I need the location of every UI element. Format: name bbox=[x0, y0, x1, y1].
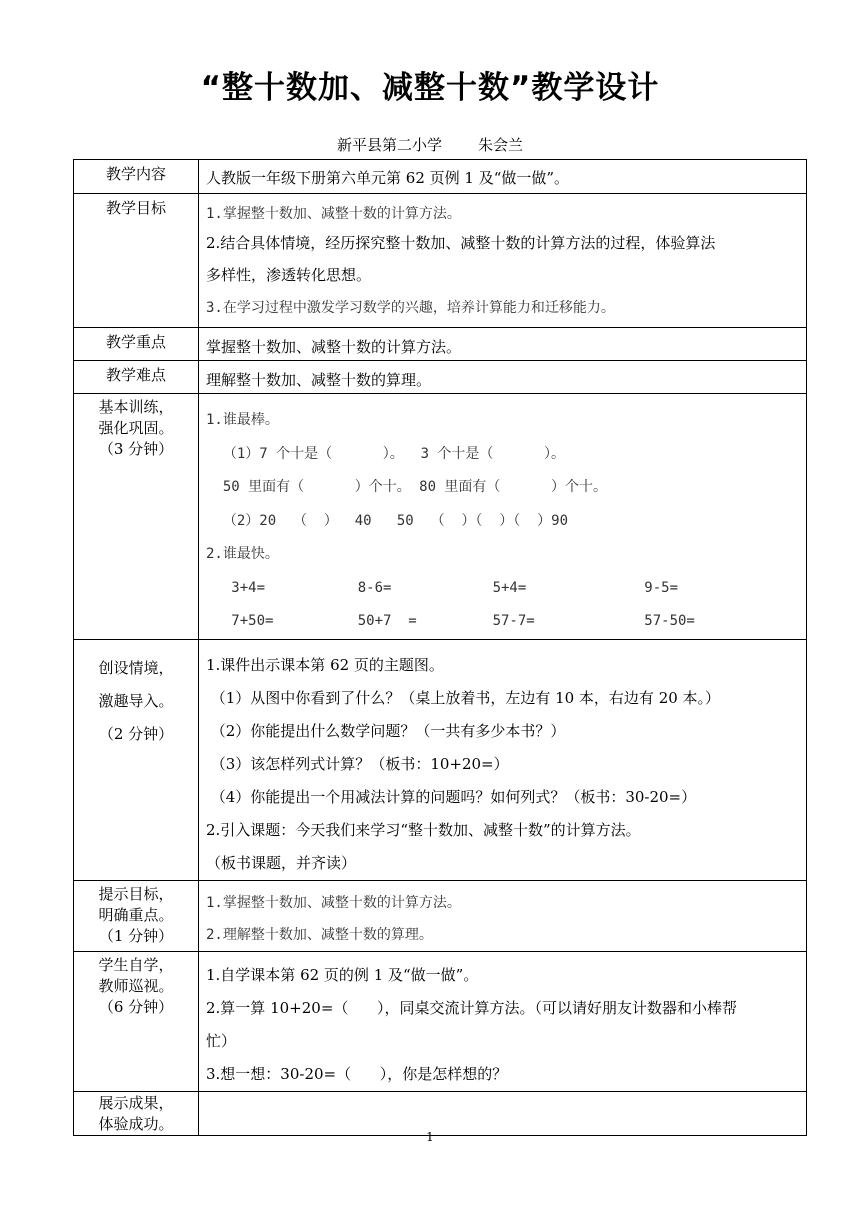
row-label: 提示目标， 明确重点。 （1 分钟） bbox=[74, 880, 199, 951]
row-self-study bbox=[74, 951, 807, 1091]
lesson-plan-table bbox=[73, 159, 807, 1136]
row-label: 教学目标 bbox=[74, 194, 199, 328]
row-label: 展示成果， 体验成功。 bbox=[74, 1091, 199, 1135]
row-goals bbox=[74, 194, 807, 328]
row-label: 教学重点 bbox=[74, 328, 199, 361]
row-difficulty bbox=[74, 361, 807, 394]
row-content bbox=[74, 160, 807, 194]
row-objectives bbox=[74, 880, 807, 951]
row-text: 1.自学课本第 62 页的例 1 及“做一做”。 2.算一算 10+20=（ ），同桌交流计算方法。（可以请好朋友计数器和小棒帮 忙） 3.想一想：30-20=（ ），你是怎样想的？ bbox=[199, 951, 807, 1091]
row-text: 1.掌握整十数加、减整十数的计算方法。 2.理解整十数加、减整十数的算理。 bbox=[199, 880, 807, 951]
row-practice bbox=[74, 394, 807, 640]
row-show bbox=[74, 1091, 807, 1135]
row-label: 教学内容 bbox=[74, 160, 199, 194]
author-line bbox=[0, 134, 860, 155]
row-text bbox=[199, 1091, 807, 1135]
row-label: 教学难点 bbox=[74, 361, 199, 394]
author-name: 朱会兰 bbox=[478, 136, 524, 154]
row-text: 1.谁最棒。 （1）7 个十是（ ）。 3 个十是（ ）。 50 里面有（ ）个十。 80 里面有（ ）个十。 （2）20 （ ） 40 50 （ ）（ ）（ ）90 2.谁最快。 3+4= 8-6= 5+4= 9-5= 7+50= 50+7 = 57-7= 57-50= bbox=[199, 394, 807, 640]
document-title: “整十数加、减整十数”教学设计 bbox=[200, 70, 660, 106]
row-key bbox=[74, 328, 807, 361]
row-text: 人教版一年级下册第六单元第 62 页例 1 及“做一做”。 bbox=[199, 160, 807, 194]
school-name: 新平县第二小学 bbox=[336, 136, 442, 154]
row-text: 1.课件出示课本第 62 页的主题图。 （1）从图中你看到了什么？（桌上放着书，左边有 10 本，右边有 20 本。） （2）你能提出什么数学问题？（一共有多少本书？） （3）该怎样列式计算？（板书：10+20=） （4）你能提出一个用减法计算的问题吗？如何列式？（板书：30-20=） 2.引入课题：今天我们来学习“整十数加、减整十数”的计算方法。 （板书课题，并齐读） bbox=[199, 639, 807, 880]
row-intro bbox=[74, 639, 807, 880]
row-label: 基本训练， 强化巩固。 （3 分钟） bbox=[74, 394, 199, 640]
row-label: 创设情境， 激趣导入。 （2 分钟） bbox=[74, 639, 199, 880]
row-text: 1.掌握整十数加、减整十数的计算方法。 2.结合具体情境，经历探究整十数加、减整十数的计算方法的过程，体验算法 多样性，渗透转化思想。 3.在学习过程中激发学习数学的兴趣，培养计算能力和迁移能力。 bbox=[199, 194, 807, 328]
row-label: 学生自学， 教师巡视。 （6 分钟） bbox=[74, 951, 199, 1091]
row-text: 理解整十数加、减整十数的算理。 bbox=[199, 361, 807, 394]
page-number: 1 bbox=[426, 1130, 434, 1144]
row-text: 掌握整十数加、减整十数的计算方法。 bbox=[199, 328, 807, 361]
